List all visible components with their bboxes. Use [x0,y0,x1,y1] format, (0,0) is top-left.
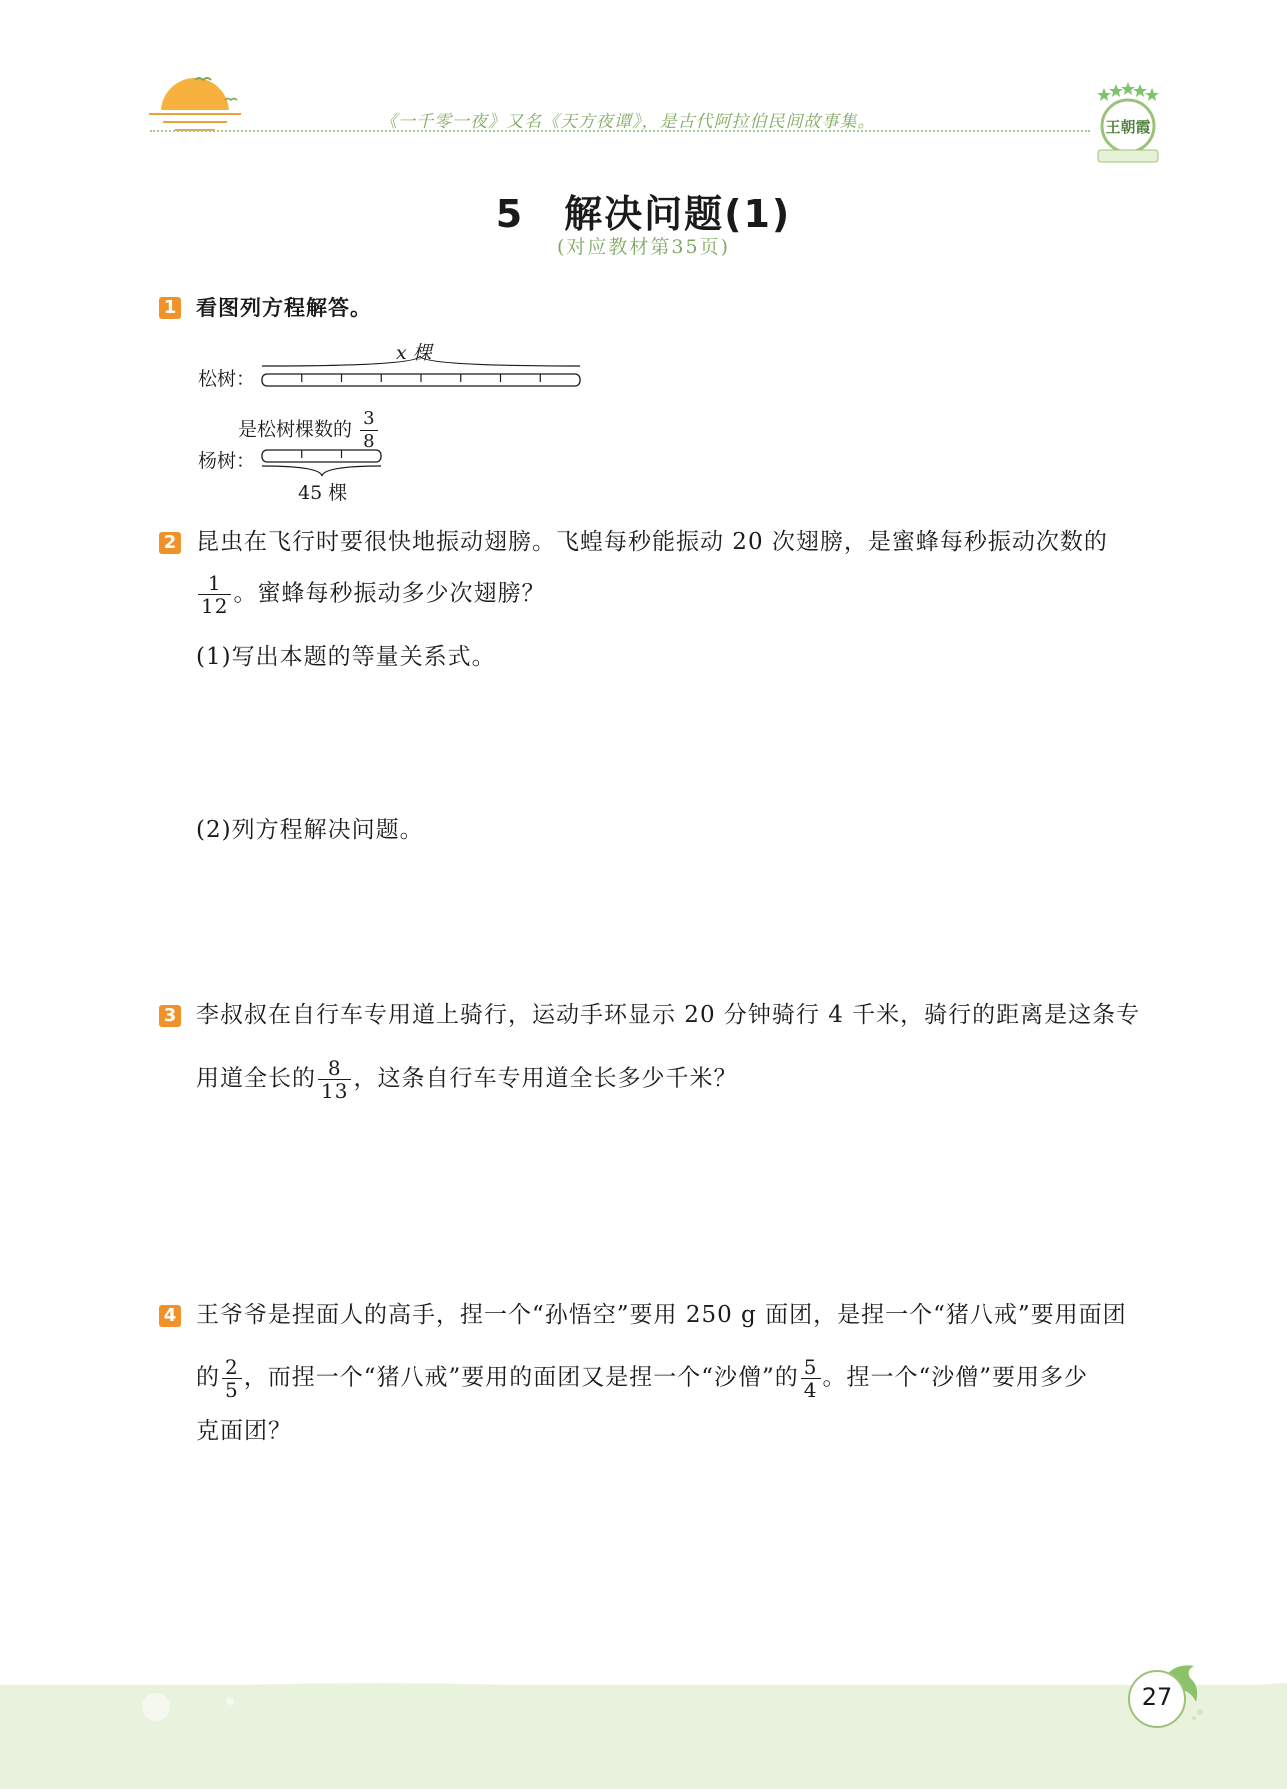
question-3-fraction [318,1057,351,1102]
question-number-badge: 4 [159,1305,181,1327]
question-4-fraction-2 [801,1356,821,1401]
question-1-prompt: 看图列方程解答。 [196,296,372,320]
fraction-denominator: 4 [801,1378,821,1401]
question-2-sub1: (1)写出本题的等量关系式。 [196,644,496,670]
fraction-numerator: 2 [225,1355,239,1379]
question-number-badge: 3 [159,1005,181,1027]
fraction-numerator: 5 [803,1355,818,1379]
question-number-badge: 2 [159,532,181,554]
question-3-line1: 李叔叔在自行车专用道上骑行，运动手环显示 20 分钟骑行 4 千米，骑行的距离是这条专 [196,1002,1141,1028]
fraction-denominator: 13 [318,1079,351,1102]
question-4-line2c: 。捏一个“沙僧”要用多少 [822,1364,1089,1391]
pine-total-label: x 棵 [396,342,432,364]
publisher-logo [1090,80,1166,168]
question-3-line2a: 用道全长的 [196,1065,316,1092]
relation-label: 是松树棵数的 [238,418,353,441]
question-4-line3: 克面团？ [196,1418,292,1444]
question-4-fraction-1 [222,1356,242,1401]
header-quote: 《一千零一夜》又名《天方夜谭》，是古代阿拉伯民间故事集。 [380,112,876,132]
question-2-line2-text: 。蜜蜂每秒振动多少次翅膀？ [233,580,546,607]
svg-text:王朝霞: 王朝霞 [1105,118,1151,136]
pine-label: 松树： [198,368,256,390]
page-title: 5 解决问题(1) [495,192,792,236]
fraction-numerator: 3 [363,408,375,429]
fraction-numerator: 1 [207,571,222,595]
fraction-denominator: 12 [198,594,231,617]
question-4-line2b: ，而捏一个“猪八戒”要用的面团又是捏一个“沙僧”的 [243,1364,799,1391]
page-subtitle: (对应教材第35页) [556,236,730,258]
question-2-fraction [198,572,231,617]
footer-wave-decoration [0,1665,1287,1725]
question-2-line2 [196,572,545,617]
question-4-line1: 王爷爷是捏面人的高手，捏一个“孙悟空”要用 250 g 面团，是捏一个“猪八戒”要用面团 [196,1302,1127,1328]
poplar-label: 杨树： [198,450,256,472]
question-2-sub2: (2)列方程解决问题。 [196,817,424,843]
fraction-denominator: 5 [222,1378,242,1401]
page-number: 27 [1141,1683,1173,1711]
poplar-total-label: 45 棵 [298,482,348,504]
fraction-numerator: 8 [327,1056,342,1080]
question-3-line2b: ，这条自行车专用道全长多少千米？ [353,1065,738,1092]
pine-bar-diagram [258,352,588,392]
fraction-denominator: 8 [360,430,377,453]
question-2-line1: 昆虫在飞行时要很快地振动翅膀。飞蝗每秒能振动 20 次翅膀，是蜜蜂每秒振动次数的 [196,529,1108,555]
question-3-line2 [196,1057,737,1102]
question-4-line2 [196,1356,1088,1401]
question-4-line2a: 的 [196,1364,220,1391]
question-number-badge: 1 [159,297,181,319]
